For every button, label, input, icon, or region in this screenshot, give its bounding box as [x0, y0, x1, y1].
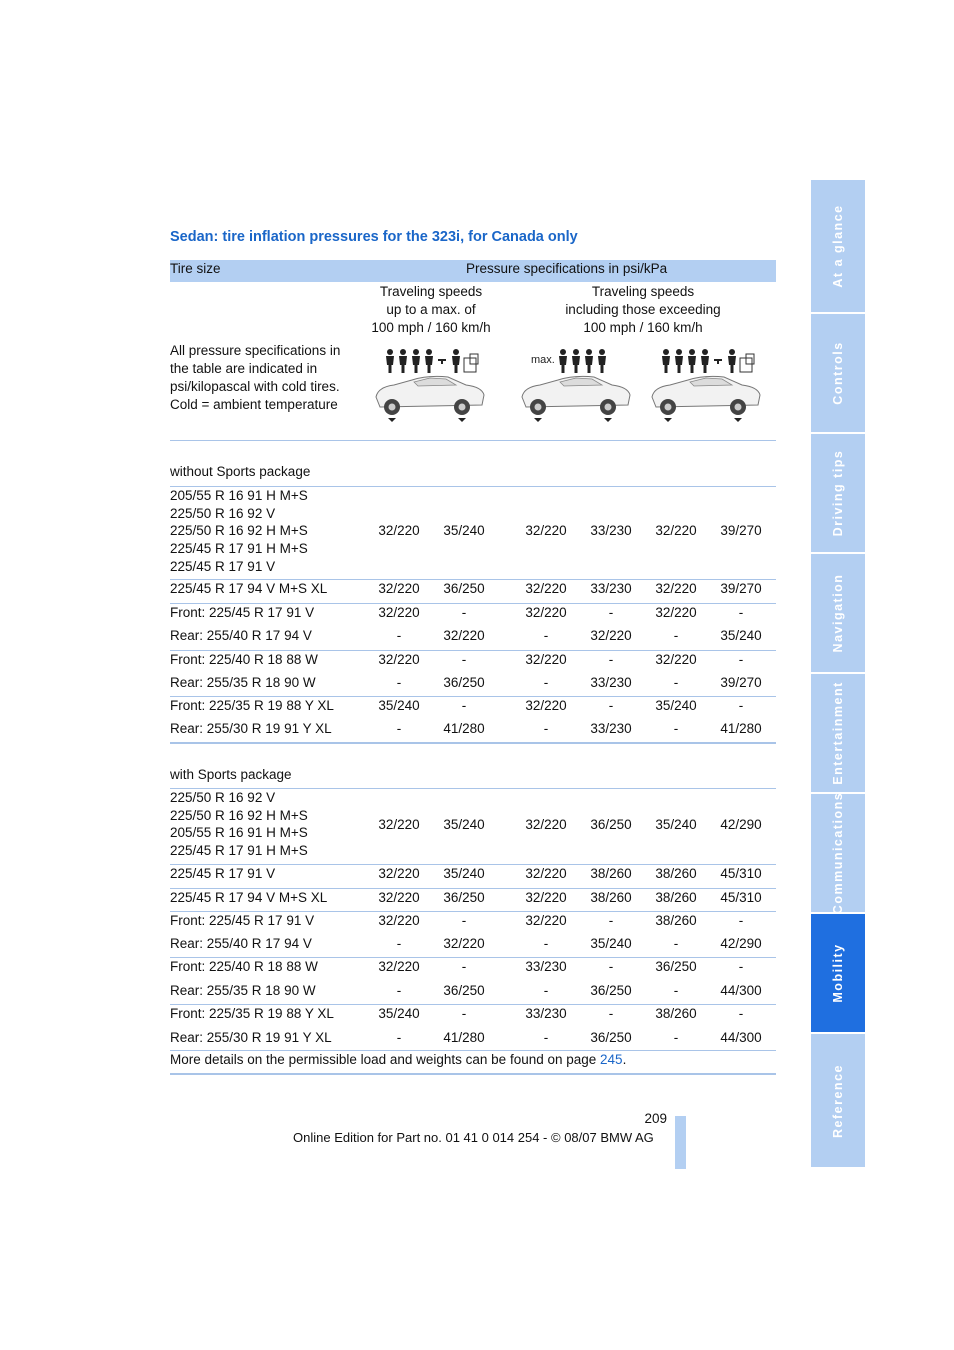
- pressure-value: -: [738, 652, 744, 667]
- pressure-value: -: [396, 628, 402, 643]
- tire-size-cell: [170, 912, 314, 930]
- divider: [170, 696, 776, 697]
- pressure-value: 35/240: [443, 523, 485, 539]
- table-row: [170, 912, 776, 930]
- pressure-value: -: [396, 675, 402, 690]
- pressure-value: -: [673, 721, 679, 736]
- pressure-value: 33/230: [525, 959, 567, 974]
- pressure-value: 44/300: [720, 983, 762, 998]
- tire-size-cell: [170, 865, 275, 883]
- table-row: [170, 487, 776, 576]
- pressure-value: -: [461, 959, 467, 974]
- footnote: More details on the permissible load and weights can be found on page 245.: [170, 1052, 627, 1067]
- table-row: [170, 982, 776, 1000]
- tire-size-cell: [170, 487, 308, 575]
- tire-size: Front: 225/40 R 18 88 W: [170, 959, 318, 974]
- car-full-load-icon-2: [648, 345, 764, 425]
- pressure-value: -: [543, 721, 549, 736]
- tire-size: 225/45 R 17 91 H M+S: [170, 541, 308, 557]
- pressure-value: 32/220: [378, 581, 420, 596]
- pressure-value: 35/240: [720, 628, 762, 643]
- tire-size: Front: 225/45 R 17 91 V: [170, 605, 315, 620]
- table-end-divider: [170, 1073, 776, 1075]
- divider: [170, 1050, 776, 1051]
- pressure-value: -: [738, 1006, 744, 1021]
- tire-size: Rear: 255/30 R 19 91 Y XL: [170, 1030, 332, 1045]
- pressure-value: 38/260: [590, 866, 632, 881]
- tire-size-cell: [170, 889, 327, 907]
- pressure-value: -: [738, 959, 744, 974]
- pressure-value: -: [608, 698, 614, 713]
- car-full-load-icon: [372, 345, 488, 425]
- pressure-value: 32/220: [378, 866, 420, 881]
- pressure-value: -: [608, 605, 614, 620]
- tire-size: Front: 225/35 R 19 88 Y XL: [170, 698, 334, 713]
- pressure-value: 32/220: [443, 628, 485, 643]
- pressure-value: 33/230: [590, 523, 632, 539]
- pressure-value: -: [396, 936, 402, 951]
- pressure-value: 32/220: [378, 959, 420, 974]
- pressure-value: 39/270: [720, 523, 762, 539]
- pressure-value: 32/220: [525, 913, 567, 928]
- pressure-value: -: [461, 652, 467, 667]
- table-row: [170, 604, 776, 622]
- speed-header-1: Traveling speeds up to a max. of 100 mph / 160 km/h: [371, 284, 491, 335]
- pressure-value: 38/260: [655, 866, 697, 881]
- tire-size: 225/50 R 16 92 V: [170, 505, 276, 521]
- tab-driving-tips[interactable]: [811, 434, 865, 552]
- pressure-value: -: [608, 959, 614, 974]
- tire-size: 225/45 R 17 94 V M+S XL: [170, 581, 328, 596]
- pressure-value: 41/280: [443, 1030, 485, 1045]
- section-end-divider: [170, 742, 776, 744]
- table-row: [170, 627, 776, 645]
- pressure-value: 38/260: [655, 1006, 697, 1021]
- pressure-value: -: [461, 605, 467, 620]
- chapter-tabs: [811, 180, 865, 1167]
- tire-size: Front: 225/40 R 18 88 W: [170, 652, 318, 667]
- speed-header-2: Traveling speeds including those exceeding 100 mph / 160 km/h: [565, 284, 721, 335]
- pressure-value: -: [673, 1030, 679, 1045]
- divider: [170, 650, 776, 651]
- tire-size-cell: [170, 982, 316, 1000]
- divider: [170, 440, 776, 441]
- edition-info: Online Edition for Part no. 01 41 0 014 254 - © 08/07 BMW AG: [293, 1130, 654, 1145]
- pressure-value: 32/220: [525, 605, 567, 620]
- tab-at-a-glance[interactable]: [811, 180, 865, 312]
- pressure-value: 36/250: [590, 983, 632, 998]
- pressure-value: 32/220: [525, 816, 567, 832]
- pressure-value: 42/290: [720, 936, 762, 951]
- table-row: [170, 651, 776, 669]
- pressure-value: -: [738, 605, 744, 620]
- tire-size: 225/45 R 17 91 H M+S: [170, 843, 308, 859]
- pressure-value: -: [673, 675, 679, 690]
- pressure-value: -: [396, 983, 402, 998]
- tab-mobility[interactable]: [811, 914, 865, 1032]
- tire-size-cell: [170, 1029, 332, 1047]
- tire-size-cell: [170, 604, 314, 622]
- pressure-value: -: [673, 983, 679, 998]
- page-link[interactable]: 245: [600, 1052, 623, 1067]
- pressure-value: 32/220: [525, 581, 567, 596]
- tire-size: Rear: 255/30 R 19 91 Y XL: [170, 721, 332, 736]
- car-max-load-icon: [518, 345, 634, 425]
- tab-controls[interactable]: [811, 314, 865, 432]
- pressure-value: 42/290: [720, 816, 762, 832]
- pressure-value: 33/230: [525, 1006, 567, 1021]
- tab-communications[interactable]: [811, 791, 865, 915]
- tire-size: 225/45 R 17 94 V M+S XL: [170, 890, 328, 905]
- table-row: [170, 697, 776, 715]
- pressure-value: 32/220: [655, 652, 697, 667]
- tire-size-cell: [170, 720, 332, 738]
- table-row: [170, 580, 776, 598]
- tab-entertainment[interactable]: [811, 674, 865, 792]
- pressure-value: -: [543, 628, 549, 643]
- pressure-value: 45/310: [720, 890, 762, 905]
- tab-reference[interactable]: [811, 1034, 865, 1167]
- tire-size: 225/50 R 16 92 V: [170, 790, 276, 805]
- tab-label: Mobility: [831, 943, 845, 1003]
- pressure-value: -: [396, 721, 402, 736]
- pressure-value: 32/220: [525, 652, 567, 667]
- pressure-value: -: [608, 1006, 614, 1021]
- pressure-value: 44/300: [720, 1030, 762, 1045]
- tab-label: Reference: [831, 1063, 845, 1138]
- tire-size-cell: [170, 674, 316, 692]
- table-row: [170, 935, 776, 953]
- pressure-value: -: [608, 652, 614, 667]
- pressure-value: 41/280: [720, 721, 762, 736]
- header-tire-size: Tire size: [170, 261, 221, 276]
- table-row: [170, 1029, 776, 1047]
- tire-size-cell: [170, 935, 312, 953]
- table-row: [170, 720, 776, 738]
- tire-size: Rear: 255/35 R 18 90 W: [170, 983, 316, 998]
- pressure-value: 38/260: [655, 913, 697, 928]
- pressure-value: 32/220: [378, 605, 420, 620]
- pressure-value: -: [543, 1030, 549, 1045]
- divider: [170, 911, 776, 912]
- pressure-value: 38/260: [590, 890, 632, 905]
- pressure-value: 36/250: [443, 983, 485, 998]
- tire-size-cell: [170, 651, 318, 669]
- tire-size: 225/50 R 16 92 H M+S: [170, 523, 308, 539]
- pressure-value: -: [673, 936, 679, 951]
- divider: [170, 579, 776, 580]
- pressure-value: 32/220: [590, 628, 632, 643]
- pressure-note: All pressure specifications in the table are indicated in psi/kilopascal with cold tires. Cold = ambient temperature: [170, 343, 341, 412]
- tire-size: Rear: 255/40 R 17 94 V: [170, 936, 312, 951]
- tire-size-cell: [170, 1005, 334, 1023]
- pressure-value: -: [543, 983, 549, 998]
- tab-label: At a glance: [831, 204, 845, 288]
- pressure-value: 32/220: [443, 936, 485, 951]
- pressure-value: 32/220: [525, 523, 567, 539]
- tire-size: 205/55 R 16 91 H M+S: [170, 488, 308, 503]
- pressure-value: 35/240: [378, 698, 420, 713]
- table-row: [170, 674, 776, 692]
- table-row: [170, 958, 776, 976]
- pressure-value: 32/220: [655, 605, 697, 620]
- section-label-with-sports: with Sports package: [170, 767, 292, 782]
- pressure-value: 36/250: [443, 675, 485, 690]
- pressure-value: 35/240: [590, 936, 632, 951]
- pressure-value: 35/240: [655, 698, 697, 713]
- divider: [170, 603, 776, 604]
- pressure-value: -: [543, 936, 549, 951]
- pressure-value: 33/230: [590, 581, 632, 596]
- tire-size: 225/45 R 17 91 V: [170, 866, 276, 881]
- pressure-value: 32/220: [378, 890, 420, 905]
- pressure-value: 32/220: [525, 866, 567, 881]
- pressure-value: 35/240: [443, 866, 485, 881]
- table-row: [170, 1005, 776, 1023]
- pressure-value: 39/270: [720, 581, 762, 596]
- tire-size-cell: [170, 697, 334, 715]
- page-marker-bar: [675, 1116, 686, 1169]
- tab-label: Entertainment: [831, 681, 845, 785]
- tire-size-cell: [170, 627, 312, 645]
- pressure-value: -: [738, 913, 744, 928]
- pressure-value: 36/250: [443, 890, 485, 905]
- pressure-value: -: [608, 913, 614, 928]
- pressure-value: -: [673, 628, 679, 643]
- pressure-value: 35/240: [443, 816, 485, 832]
- divider: [170, 888, 776, 889]
- table-row: [170, 789, 776, 860]
- pressure-value: 33/230: [590, 675, 632, 690]
- pressure-value: 33/230: [590, 721, 632, 736]
- pressure-value: -: [543, 675, 549, 690]
- tire-size: 225/45 R 17 91 V: [170, 558, 276, 574]
- pressure-value: 36/250: [590, 1030, 632, 1045]
- pressure-value: -: [461, 698, 467, 713]
- pressure-value: 32/220: [655, 523, 697, 539]
- pressure-value: 32/220: [378, 816, 420, 832]
- pressure-value: 36/250: [443, 581, 485, 596]
- page-number: 209: [644, 1111, 667, 1126]
- pressure-value: 39/270: [720, 675, 762, 690]
- pressure-value: -: [396, 1030, 402, 1045]
- tire-size-cell: [170, 789, 308, 860]
- pressure-value: 36/250: [655, 959, 697, 974]
- pressure-value: 35/240: [655, 816, 697, 832]
- tire-size: 205/55 R 16 91 H M+S: [170, 825, 308, 841]
- pressure-value: 32/220: [655, 581, 697, 596]
- max-label: max.: [531, 354, 555, 366]
- header-pressure-specs: Pressure specifications in psi/kPa: [466, 261, 668, 276]
- divider: [170, 864, 776, 865]
- pressure-value: -: [461, 913, 467, 928]
- page-title: Sedan: tire inflation pressures for the 323i, for Canada only: [170, 229, 578, 245]
- pressure-value: 32/220: [525, 890, 567, 905]
- pressure-value: 32/220: [378, 523, 420, 539]
- tire-size: Rear: 255/40 R 17 94 V: [170, 628, 312, 643]
- pressure-value: 45/310: [720, 866, 762, 881]
- pressure-value: 35/240: [378, 1006, 420, 1021]
- tire-size-cell: [170, 958, 318, 976]
- tab-label: Communications: [831, 791, 845, 915]
- pressure-value: 32/220: [525, 698, 567, 713]
- pressure-value: 32/220: [378, 652, 420, 667]
- tire-size: Front: 225/45 R 17 91 V: [170, 913, 315, 928]
- pressure-value: 32/220: [378, 913, 420, 928]
- pressure-value: 36/250: [590, 816, 632, 832]
- tab-label: Controls: [831, 341, 845, 405]
- table-row: [170, 865, 776, 883]
- tire-size: Front: 225/35 R 19 88 Y XL: [170, 1006, 334, 1021]
- tire-size-cell: [170, 580, 327, 598]
- pressure-value: 41/280: [443, 721, 485, 736]
- tab-label: Driving tips: [831, 449, 845, 537]
- pressure-value: -: [738, 698, 744, 713]
- pressure-value: 38/260: [655, 890, 697, 905]
- table-row: [170, 889, 776, 907]
- tire-size: 225/50 R 16 92 H M+S: [170, 807, 308, 823]
- pressure-value: -: [461, 1006, 467, 1021]
- tab-navigation[interactable]: [811, 554, 865, 672]
- tire-size: Rear: 255/35 R 18 90 W: [170, 675, 316, 690]
- tab-label: Navigation: [831, 573, 845, 653]
- divider: [170, 1004, 776, 1005]
- divider: [170, 957, 776, 958]
- section-label-without-sports: without Sports package: [170, 464, 311, 479]
